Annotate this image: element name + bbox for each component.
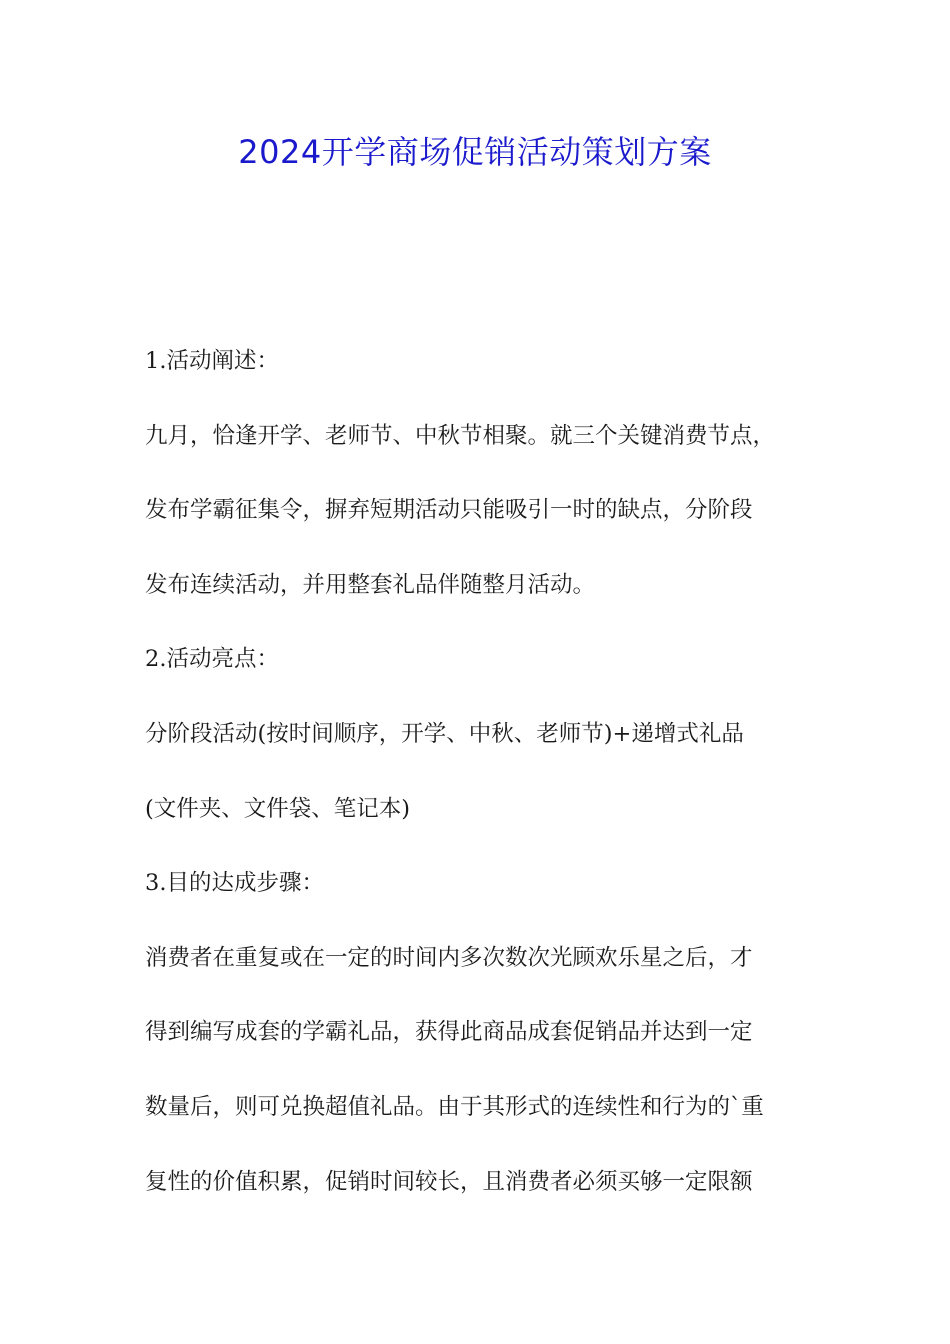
paragraph-line: 数量后，则可兑换超值礼品。由于其形式的连续性和行为的`重 [145, 1093, 764, 1120]
document-body [145, 336, 810, 1231]
paragraph-line: 分阶段活动(按时间顺序，开学、中秋、老师节)+递增式礼品 [145, 720, 744, 747]
paragraph-line: (文件夹、文件袋、笔记本) [145, 795, 411, 822]
paragraph-line: 消费者在重复或在一定的时间内多次数次光顾欢乐星之后，才 [145, 944, 753, 971]
paragraph-line: 九月，恰逢开学、老师节、中秋节相聚。就三个关键消费节点， [145, 422, 776, 449]
paragraph-line: 发布学霸征集令，摒弃短期活动只能吸引一时的缺点，分阶段 [145, 497, 753, 524]
section-heading-3: 3.目的达成步骤： [145, 870, 324, 897]
section-heading-1: 1.活动阐述： [145, 348, 279, 374]
paragraph-line: 发布连续活动，并用整套礼品伴随整月活动。 [145, 571, 596, 598]
paragraph-line: 得到编写成套的学霸礼品，获得此商品成套促销品并达到一定 [145, 1019, 753, 1046]
document-title: 2024开学商场促销活动策划方案 [238, 133, 712, 171]
section-heading-2: 2.活动亮点： [145, 646, 279, 673]
paragraph-line: 复性的价值积累，促销时间较长，且消费者必须买够一定限额 [145, 1168, 753, 1195]
